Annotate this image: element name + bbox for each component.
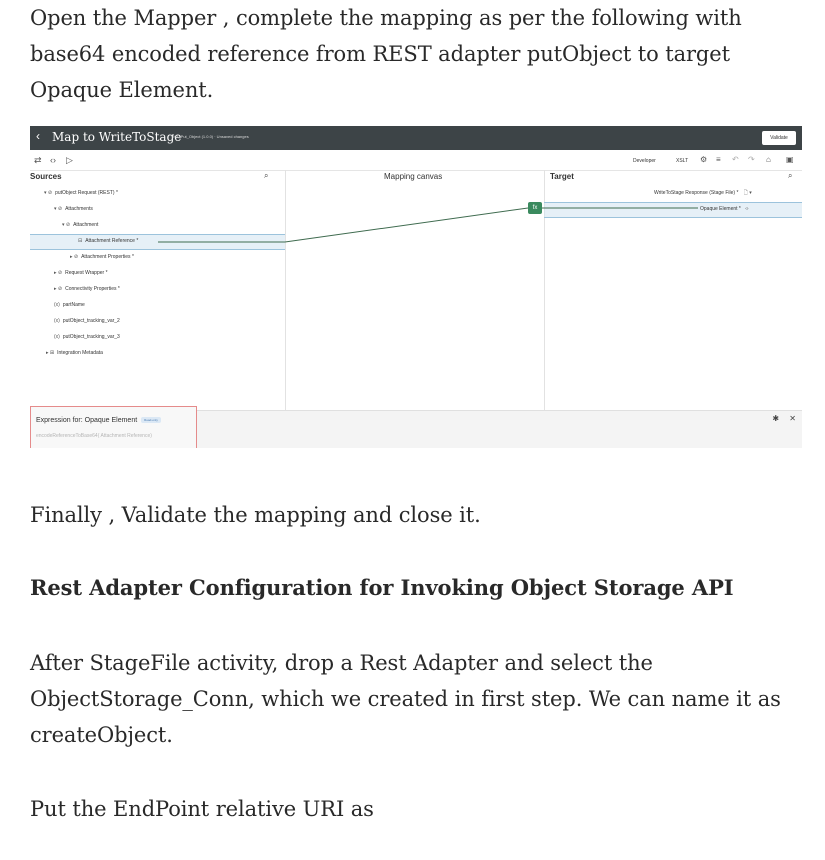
mapping-line: [30, 126, 802, 448]
xslt-toggle[interactable]: XSLT: [676, 158, 689, 164]
code-tag-icon: ‹›: [745, 206, 749, 212]
validate-button[interactable]: Validate: [762, 131, 796, 145]
expression-panel[interactable]: [30, 406, 197, 448]
swap-icon[interactable]: ⇄: [34, 155, 42, 165]
sources-heading: Sources: [30, 172, 62, 181]
tree-item[interactable]: ▸ ⊞ Integration Metadata: [46, 350, 103, 356]
tree-item[interactable]: (x) partName: [54, 302, 85, 308]
target-search-icon[interactable]: ⌕: [788, 171, 793, 180]
canvas-heading: Mapping canvas: [384, 172, 443, 181]
search-icon[interactable]: ⌕: [264, 171, 269, 180]
settings-icon[interactable]: ⚙: [700, 155, 708, 164]
mapper-screenshot: [30, 126, 802, 448]
target-heading: Target: [550, 172, 574, 181]
expression-label: Expression for: Opaque Element: [36, 417, 138, 424]
developer-toggle[interactable]: Developer: [633, 158, 656, 164]
tree-item[interactable]: ▾ ⊘ Attachment: [62, 222, 99, 228]
tree-item[interactable]: ▸ ⊘ Request Wrapper *: [54, 270, 108, 276]
mapping-line-canvas: [285, 208, 528, 242]
section-heading: Rest Adapter Configuration for Invoking Object Storage API: [30, 575, 734, 600]
tree-item[interactable]: WriteToStage Response (Stage File) * 🗋 ▾: [654, 190, 752, 196]
rest-adapter-paragraph: After StageFile activity, drop a Rest Adapter and select the ObjectStorage_Conn, which we created in first step. We can name it as createObject.: [30, 651, 781, 747]
filter-icon[interactable]: ≡: [716, 155, 721, 164]
document-icon[interactable]: 🗋 ▾: [743, 190, 752, 196]
tree-item[interactable]: ▸ ⊘ Attachment Properties *: [70, 254, 134, 260]
readonly-badge: Read-only: [141, 417, 161, 423]
tree-item[interactable]: ▾ ⊘ putObject Request (REST) *: [44, 190, 118, 196]
function-node[interactable]: fx: [528, 202, 542, 214]
panel-icon[interactable]: ▣: [786, 155, 794, 164]
code-icon[interactable]: ‹›: [50, 155, 56, 165]
home-icon[interactable]: ⌂: [766, 155, 771, 164]
tree-item[interactable]: Opaque Element * ‹›: [700, 206, 749, 212]
close-icon[interactable]: ✕: [789, 414, 796, 423]
redo-icon[interactable]: ↷: [748, 155, 755, 164]
mapper-title: Map to WriteToStage: [52, 130, 182, 144]
endpoint-paragraph: Put the EndPoint relative URI as: [30, 797, 374, 821]
mapper-subtitle: INT_Put_Object (1.0.0) · Unsaved changes: [172, 134, 249, 139]
tree-item[interactable]: ⊟ Attachment Reference *: [78, 238, 139, 244]
back-icon[interactable]: ‹: [36, 129, 40, 143]
tree-item[interactable]: (x) putObject_tracking_var_2: [54, 318, 120, 324]
validate-paragraph: Finally , Validate the mapping and close it.: [30, 503, 481, 527]
tree-item[interactable]: ▾ ⊘ Attachments: [54, 206, 93, 212]
tree-item[interactable]: ▸ ⊘ Connectivity Properties *: [54, 286, 120, 292]
intro-paragraph: Open the Mapper , complete the mapping as per the following with base64 encoded reference from REST adapter putObject to target Opaque Element.: [30, 6, 742, 102]
expression-value: encodeReferenceToBase64( Attachment Reference): [36, 433, 152, 439]
tree-item[interactable]: (x) putObject_tracking_var_3: [54, 334, 120, 340]
pin-icon[interactable]: ✱: [772, 414, 780, 423]
play-icon[interactable]: ▷: [66, 155, 73, 165]
undo-icon[interactable]: ↶: [732, 155, 739, 164]
